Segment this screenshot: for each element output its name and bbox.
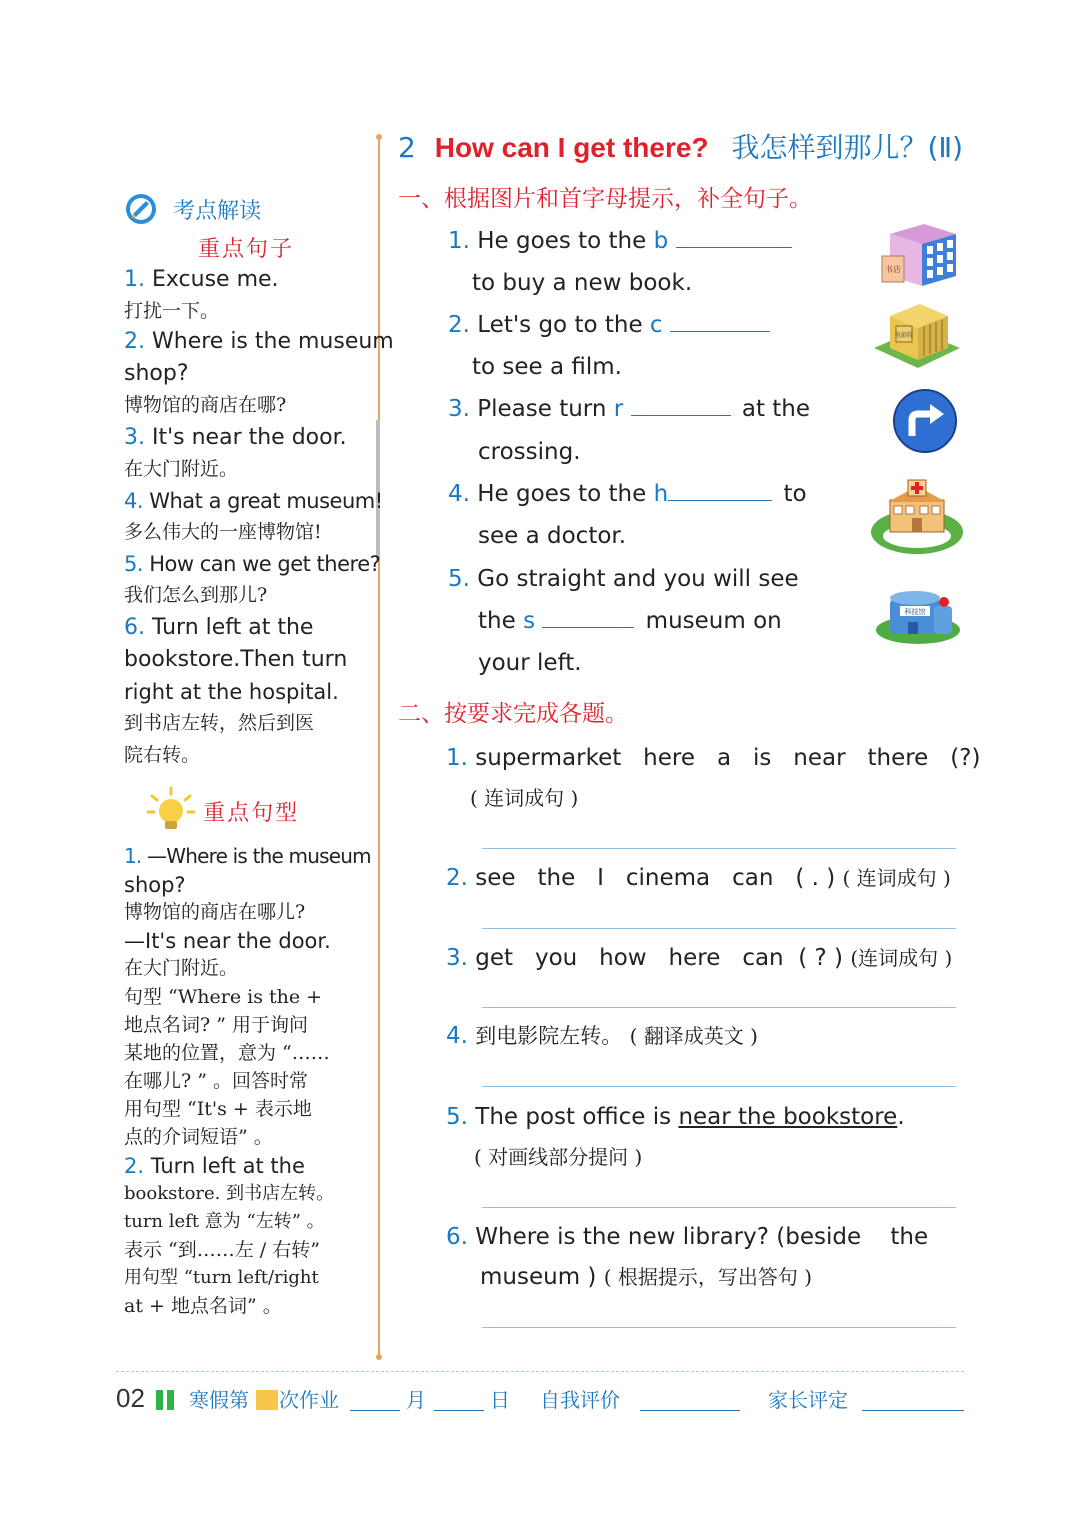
parent-eval-blank[interactable] <box>862 1410 964 1411</box>
month-blank[interactable] <box>350 1410 400 1411</box>
parent-eval-label: 家长评定 <box>768 1388 848 1412</box>
q1-blank[interactable] <box>676 227 792 248</box>
homework-label-post: 次作业 <box>279 1388 339 1412</box>
pattern-1-line-4: —It's near the door. <box>124 929 331 953</box>
sentence-5-cn: 我们怎么到那儿? <box>124 584 268 606</box>
q4-blank[interactable] <box>668 480 772 501</box>
q1-line-1: 1. He goes to the b <box>448 226 792 256</box>
key-sentences-heading: 重点句子 <box>198 237 295 262</box>
q4-line-2: see a doctor. <box>478 523 627 549</box>
turn-right-sign-icon <box>892 388 958 454</box>
p2q5-answer-line[interactable] <box>482 1207 956 1208</box>
sentence-2-cn: 博物馆的商店在哪? <box>124 394 287 416</box>
column-divider <box>378 140 380 1355</box>
pattern-1-line-5: 在大门附近。 <box>124 957 239 979</box>
title-english: How can I get there? <box>434 132 709 163</box>
pattern-2-line-1: 2. Turn left at the <box>124 1154 305 1178</box>
p2q6-text-cont: museum ) ( 根据提示，写出答句 ) <box>480 1264 813 1290</box>
museum-sign: 科技馆 <box>904 608 926 616</box>
pattern-1-line-9: 在哪儿? ” 。回答时常 <box>124 1070 308 1092</box>
sentence-2-en-cont: shop? <box>124 361 189 386</box>
pattern-2-line-2: bookstore. 到书店左转。 <box>124 1183 335 1204</box>
bookstore-icon <box>880 220 960 290</box>
sentence-4-en: 4. What a great museum! <box>124 489 383 513</box>
q5-line-3: your left. <box>478 650 582 676</box>
sentence-4-cn: 多么伟大的一座博物馆! <box>124 521 322 543</box>
p2q5-text: 5. The post office is near the bookstore. <box>446 1104 905 1130</box>
p2q1-hint: ( 连词成句 ) <box>470 786 579 810</box>
q1-line-2: to buy a new book. <box>472 270 693 296</box>
key-patterns-heading: 重点句型 <box>203 800 300 826</box>
day-label: 日 <box>490 1388 510 1412</box>
p2q2-answer-line[interactable] <box>482 928 956 929</box>
day-blank[interactable] <box>434 1410 484 1411</box>
q2-line-1: 2. Let's go to the c <box>448 310 770 340</box>
page-number: 02 <box>116 1383 145 1413</box>
q2-line-2: to see a film. <box>472 354 622 380</box>
p2q5-hint: ( 对画线部分提问 ) <box>474 1145 643 1169</box>
title-number: 2 <box>398 131 416 164</box>
pattern-1-line-7: 地点名词? ” 用于询问 <box>124 1014 308 1036</box>
key-patterns-header <box>146 786 299 836</box>
sentence-6-en-cont1: bookstore.Then turn <box>124 647 348 672</box>
p2q4-answer-line[interactable] <box>482 1086 956 1087</box>
p2q1-text: 1. supermarket here a is near there (?) <box>446 745 981 771</box>
pattern-1-line-6: 句型 “Where is the + <box>124 986 323 1008</box>
divider-bottom-dot <box>376 1354 382 1360</box>
q5-line-1: 5. Go straight and you will see <box>448 566 799 592</box>
footer-divider <box>116 1371 964 1372</box>
q3-line-1: 3. Please turn r at the <box>448 396 811 422</box>
homework-label-pre: 寒假第 <box>189 1388 249 1412</box>
p2q4-text: 4. 到电影院左转。 ( 翻译成英文 ) <box>446 1023 758 1049</box>
sentence-6-en-cont2: right at the hospital. <box>124 680 339 704</box>
part1-title: 一、根据图片和首字母提示，补全句子。 <box>398 186 812 212</box>
pencil-badge-icon <box>124 192 158 226</box>
title-chinese: 我怎样到那儿？(Ⅱ) <box>731 131 964 164</box>
month-label: 月 <box>406 1388 426 1412</box>
q4-line-1: 4. He goes to the h to <box>448 481 807 507</box>
page-title <box>398 128 963 168</box>
p2q2-text: 2. see the I cinema can ( . ) ( 连词成句 ) <box>446 865 951 891</box>
sentence-6-en: 6. Turn left at the <box>124 615 314 640</box>
q3-line-2: crossing. <box>478 439 581 465</box>
science-museum-icon <box>872 584 968 646</box>
homework-number-box[interactable] <box>256 1390 278 1410</box>
cinema-sign: 电影院 <box>894 332 914 339</box>
cinema-icon <box>872 298 962 370</box>
sentence-1-cn: 打扰一下。 <box>124 300 220 322</box>
hospital-icon <box>868 474 966 556</box>
pattern-2-line-4: 表示 “到……左 / 右转” <box>124 1239 320 1261</box>
sentence-6-cn: 到书店左转，然后到医 <box>124 712 315 734</box>
pattern-2-line-5: 用句型 “turn left/right <box>124 1267 319 1288</box>
part2-title: 二、按要求完成各题。 <box>398 701 628 727</box>
q3-blank[interactable] <box>631 395 731 416</box>
p2q6-text: 6. Where is the new library? (beside the <box>446 1224 929 1250</box>
sentence-1-en: 1. Excuse me. <box>124 267 279 292</box>
sentence-5-en: 5. How can we get there? <box>124 552 381 576</box>
sentence-6-cn-cont: 院右转。 <box>124 744 201 766</box>
p2q6-answer-line[interactable] <box>482 1327 956 1328</box>
sentence-3-en: 3. It's near the door. <box>124 425 347 450</box>
pattern-2-line-6: at + 地点名词” 。 <box>124 1295 282 1317</box>
sentence-3-cn: 在大门附近。 <box>124 458 239 480</box>
lightbulb-icon <box>146 786 196 836</box>
bookstore-sign: 书店 <box>885 265 901 274</box>
pattern-1-line-10: 用句型 “It's + 表示地 <box>124 1098 312 1120</box>
p2q1-answer-line[interactable] <box>482 848 956 849</box>
section-header <box>124 192 261 226</box>
q5-blank[interactable] <box>542 607 634 628</box>
q2-blank[interactable] <box>670 311 770 332</box>
page-number-bars <box>156 1390 174 1414</box>
q5-line-2: the s museum on <box>478 608 782 634</box>
pattern-2-line-3: turn left 意为 “左转” 。 <box>124 1211 325 1232</box>
self-eval-blank[interactable] <box>640 1410 740 1411</box>
p2q3-text: 3. get you how here can ( ? ) (连词成句 ) <box>446 945 953 971</box>
pattern-1-line-8: 某地的位置，意为 “…… <box>124 1042 330 1064</box>
self-eval-label: 自我评价 <box>540 1388 620 1412</box>
pattern-1-line-1: 1. —Where is the museum <box>124 844 371 868</box>
section-title: 考点解读 <box>173 198 262 224</box>
pattern-1-line-2: shop? <box>124 873 186 897</box>
p2q3-answer-line[interactable] <box>482 1007 956 1008</box>
sentence-2-en: 2. Where is the museum <box>124 329 394 354</box>
pattern-1-line-3: 博物馆的商店在哪儿? <box>124 901 306 923</box>
pattern-1-line-11: 点的介词短语” 。 <box>124 1126 273 1148</box>
